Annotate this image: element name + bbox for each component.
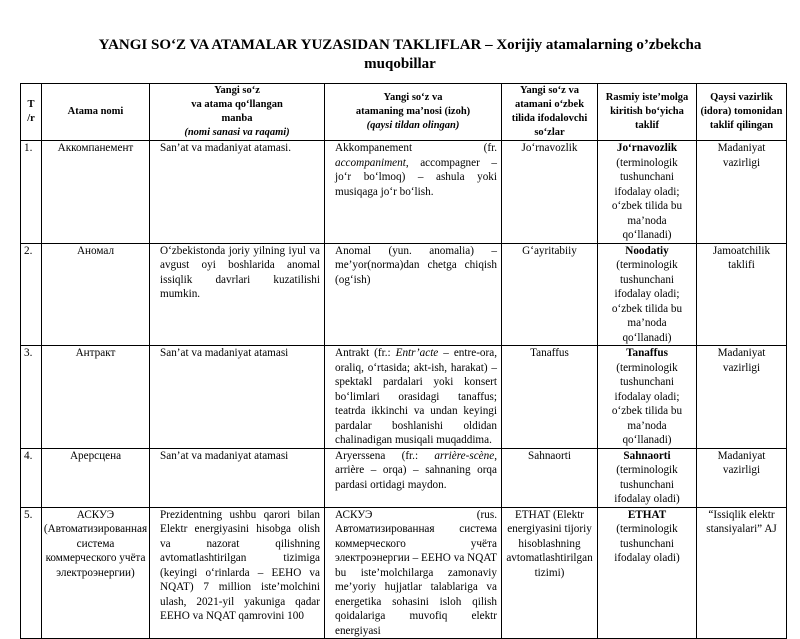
header-ministry <box>697 84 787 141</box>
header-new-word-line-1: Yangi so‘z <box>214 85 260 96</box>
header-meaning-line-1: Yangi so‘z va <box>383 92 443 103</box>
meaning-italic: accompaniment <box>335 156 406 169</box>
header-equiv-line-2: atamani o‘zbek <box>514 99 585 110</box>
source-cell: San’at va madaniyat atamasi <box>150 448 325 507</box>
official-term: Sahnaorti <box>623 449 671 462</box>
header-official-line-3: taklif <box>635 120 659 131</box>
title-line-2: muqobillar <box>364 56 436 72</box>
official-note: (terminologik tushunchani ifodalay oladi; o‘zbek tilida bu ma’noda qo‘llanadi) <box>611 156 683 241</box>
meaning-cell <box>325 507 502 639</box>
official-term: Noodatiy <box>625 244 669 257</box>
meaning-text-end: – entre-ora, oraliq, o‘rtasida; akt-ish, harakat) – spektakl pardalari yoki konsert bo‘limlari orasidagi tanaffus; teatrda ikkinchi va undan keyingi pardalar boshlanishi oldidan chalinadigan musiqali muqaddima. <box>335 347 498 446</box>
title-line-1: YANGI SO‘Z VA ATAMALAR YUZASIDAN TAKLIFLAR – Xorijiy atamalarning o’zbekcha <box>98 37 702 53</box>
source-cell: Prezidentning ushbu qarori bilan Elektr energiyasini hisobga olish va nazorat qilishning avtomatlashtirilgan tizimiga (keyingi o‘rinlarda – EEHO va NQAT) 7 million iste’molchini ulash, 2021-yil yakuniga qadar EEHO va NQAT qamrovini 100 <box>150 507 325 639</box>
table-row <box>21 507 787 639</box>
header-new-word-source <box>150 84 325 141</box>
meaning-text: АСКУЭ (rus. Автоматизированная система коммерческого учёта электроэнергии – EEHO va NQAT bu iste’molchilarga zamonaviy me’yoriy hujjatlar talablariga va energetika sohasini isloh qilish qoidalariga muvofiq elektr energiyasi <box>335 508 497 637</box>
meaning-italic: Entr’acte <box>395 347 439 359</box>
ministry-cell: “Issiqlik elektr stansiyalari” AJ <box>697 507 787 639</box>
row-number: 4. <box>21 448 42 507</box>
equivalent-cell: Tanaffus <box>502 346 598 449</box>
equivalent-cell: Jo‘rnavozlik <box>502 141 598 244</box>
ministry-cell: Jamoatchilik taklifi <box>697 243 787 346</box>
meaning-cell <box>325 141 502 244</box>
official-note: (terminologik tushunchani ifodalay oladi; o‘zbek tilida bu ma’noda qo‘llanadi) <box>611 259 683 344</box>
official-note: (terminologik tushunchani ifodalay oladi; o‘zbek tilida bu ma’noda qo‘llanadi) <box>611 361 683 446</box>
row-number: 3. <box>21 346 42 449</box>
official-term: Jo‘rnavozlik <box>616 142 678 154</box>
table-row <box>21 243 787 346</box>
meaning-cell <box>325 243 502 346</box>
header-uzbek-equivalent <box>502 84 598 141</box>
header-meaning <box>325 84 502 141</box>
term-cell: Арерсцена <box>42 448 150 507</box>
header-official-line-1: Rasmiy iste’molga <box>605 92 689 103</box>
meaning-text-end: , arrière – orqa) – sahnaning orqa pardasi ortidagi maydon. <box>335 449 497 491</box>
row-number: 1. <box>21 141 42 244</box>
header-number <box>21 84 42 141</box>
header-equiv-line-1: Yangi so‘z va <box>520 85 579 96</box>
equivalent-cell: ETHAT (Elektr energiyasini tijoriy hisoblashning avtomatlashtirilgan tizimi) <box>502 507 598 639</box>
term-cell: АСКУЭ (Автоматизированная система коммерческого учёта электроэнергии) <box>42 507 150 639</box>
header-equiv-line-4: so‘zlar <box>534 127 565 138</box>
document-title <box>0 36 800 74</box>
header-meaning-line-3: (qaysi tildan olingan) <box>366 120 460 131</box>
header-new-word-line-3: manba <box>221 113 253 124</box>
header-official-line-2: kiritish bo‘yicha <box>610 106 684 117</box>
source-cell: O‘zbekistonda joriy yilning iyul va avgust oyi boshlarida anomal issiqlik davrlari kuzatilishi mumkin. <box>150 243 325 346</box>
terms-table <box>20 83 787 639</box>
official-cell <box>598 448 697 507</box>
term-cell: Аномал <box>42 243 150 346</box>
table-row <box>21 448 787 507</box>
term-cell: Антракт <box>42 346 150 449</box>
meaning-text: Akkompanement (fr. <box>335 142 497 154</box>
header-ministry-line-1: Qaysi vazirlik <box>710 92 773 103</box>
source-cell: San’at va madaniyat atamasi <box>150 346 325 449</box>
official-term: Tanaffus <box>626 347 668 359</box>
official-note: (terminologik tushunchani ifodalay oladi) <box>614 464 680 505</box>
meaning-cell <box>325 448 502 507</box>
equivalent-cell: G‘ayritabiiy <box>502 243 598 346</box>
official-cell <box>598 507 697 639</box>
row-number: 5. <box>21 507 42 639</box>
ministry-cell: Madaniyat vazirligi <box>697 141 787 244</box>
ministry-cell: Madaniyat vazirligi <box>697 448 787 507</box>
header-new-word-line-2: va atama qo‘llangan <box>191 99 283 110</box>
official-cell <box>598 141 697 244</box>
meaning-italic: arrière-scène <box>434 449 495 462</box>
official-cell <box>598 346 697 449</box>
official-term: ETHAT <box>627 508 667 521</box>
table-row <box>21 141 787 244</box>
official-cell <box>598 243 697 346</box>
term-cell: Аккомпанемент <box>42 141 150 244</box>
header-number-line-2: /r <box>27 113 35 124</box>
meaning-text: Antrakt (fr.: <box>335 347 396 359</box>
header-ministry-line-3: taklif qilingan <box>709 120 774 131</box>
table-row <box>21 346 787 449</box>
row-number: 2. <box>21 243 42 346</box>
header-meaning-line-2: atamaning ma’nosi (izoh) <box>355 106 471 117</box>
meaning-text-end: , accompagner – jo‘r bo‘lmoq) – ashula yoki musiqaga jo‘r bo‘lish. <box>335 156 497 198</box>
header-equiv-line-3: tilida ifodalovchi <box>511 113 588 124</box>
source-cell: San’at va madaniyat atamasi. <box>150 141 325 244</box>
meaning-cell <box>325 346 502 449</box>
meaning-text: Anomal (yun. anomalia) – me’yor(norma)dan chetga chiqish (og‘ish) <box>335 244 497 286</box>
header-number-line-1: T <box>27 99 35 110</box>
equivalent-cell: Sahnaorti <box>502 448 598 507</box>
header-term: Atama nomi <box>42 84 150 141</box>
header-new-word-line-4: (nomi sanasi va raqami) <box>184 127 290 138</box>
ministry-cell: Madaniyat vazirligi <box>697 346 787 449</box>
header-official-proposal <box>598 84 697 141</box>
header-ministry-line-2: (idora) tomonidan <box>700 106 783 117</box>
meaning-text: Aryerssena (fr.: <box>335 449 435 462</box>
table-header-row <box>21 84 787 141</box>
official-note: (terminologik tushunchani ifodalay oladi) <box>614 523 680 564</box>
